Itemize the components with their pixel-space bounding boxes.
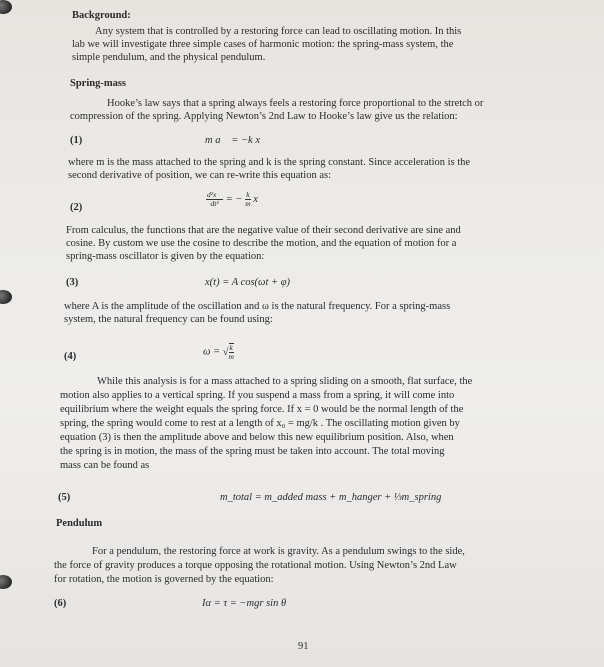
paragraph-line: where A is the amplitude of the oscillation and ω is the natural frequency. For a spring-mass <box>64 301 451 312</box>
paragraph-line: motion also applies to a vertical spring. If you suspend a mass from a spring, it will come into <box>60 390 455 401</box>
equation-label: (2) <box>70 202 83 213</box>
equation-2 <box>206 191 266 208</box>
equation-label: (5) <box>58 492 71 503</box>
eq4-omega: ω = <box>203 346 221 358</box>
paragraph-line: the spring is in motion, the mass of the spring must be taken into account. The total moving <box>60 446 445 457</box>
paragraph-line: compression of the spring. Applying Newton’s 2nd Law to Hooke’s law give us the relation: <box>70 111 458 122</box>
paragraph-line: lab we will investigate three simple cases of harmonic motion: the spring-mass system, the <box>72 39 454 50</box>
paragraph-line: for rotation, the motion is governed by the equation: <box>54 574 274 585</box>
spring-mass-heading: Spring-mass <box>70 78 127 89</box>
paragraph-line: From calculus, the functions that are the negative value of their second derivative are sine and <box>66 225 461 236</box>
page-number: 91 <box>298 641 309 652</box>
equation-6: Iα = τ = −mgr sin θ <box>202 598 287 609</box>
paragraph-line: equation (3) is then the amplitude above and below this new equilibrium position. Also, when <box>60 432 454 443</box>
equation-label: (3) <box>66 277 79 288</box>
pendulum-heading: Pendulum <box>56 518 103 529</box>
eq2-x: x⃗ <box>253 193 267 205</box>
paragraph-line: second derivative of position, we can re-write this equation as: <box>68 170 332 181</box>
equation-3: x(t) = A cos(ωt + φ) <box>205 277 291 288</box>
eq2-equals: = − <box>225 193 243 205</box>
paragraph-line: Hooke’s law says that a spring always feels a restoring force proportional to the stretch or <box>107 98 484 109</box>
paragraph-line: where m is the mass attached to the spring and k is the spring constant. Since acceleration is the <box>68 157 471 168</box>
square-root-icon: √ <box>222 346 229 358</box>
paragraph-line: equilibrium where the weight equals the spring force. If x = 0 would be the normal length of the <box>60 404 464 415</box>
paragraph-line: While this analysis is for a mass attached to a spring sliding on a smooth, flat surface, the <box>97 376 473 387</box>
binder-ring <box>0 290 12 304</box>
paragraph-line: spring-mass oscillator is given by the equation: <box>66 251 265 262</box>
equation-4 <box>203 343 234 361</box>
equation-5: m_total = m_added mass + m_hanger + ⅓m_spring <box>220 492 442 503</box>
equation-label: (6) <box>54 598 67 609</box>
equation-1: m a⃗ = −k x⃗ <box>205 135 269 146</box>
paragraph-line: the force of gravity produces a torque opposing the rotational motion. Using Newton’s 2nd Law <box>54 560 457 571</box>
eq4-m: m <box>228 352 234 361</box>
paragraph-line: Any system that is controlled by a restoring force can lead to oscillating motion. In this <box>95 26 462 37</box>
equation-label: (1) <box>70 135 83 146</box>
eq2-numerator: d²x⃗ <box>207 190 223 199</box>
paragraph-line: cosine. By custom we use the cosine to describe the motion, and the equation of motion for a <box>66 238 457 249</box>
eq4-k: k <box>229 343 233 352</box>
binder-ring <box>0 0 12 14</box>
paragraph-line: mass can be found as <box>60 460 150 471</box>
eq2-m: m <box>245 199 251 208</box>
paragraph-line: system, the natural frequency can be found using: <box>64 314 273 325</box>
paragraph-line: spring, the spring would come to rest at a length of x₀ = mg/k . The oscillating motion given by <box>60 418 460 429</box>
equation-label: (4) <box>64 351 77 362</box>
eq2-k: k <box>246 190 250 199</box>
eq2-denominator: dt² <box>210 199 219 208</box>
paragraph-line: simple pendulum, and the physical pendulum. <box>72 52 266 63</box>
paragraph-line: For a pendulum, the restoring force at work is gravity. As a pendulum swings to the side, <box>92 546 465 557</box>
binder-ring <box>0 575 12 589</box>
background-heading: Background: <box>72 10 131 21</box>
